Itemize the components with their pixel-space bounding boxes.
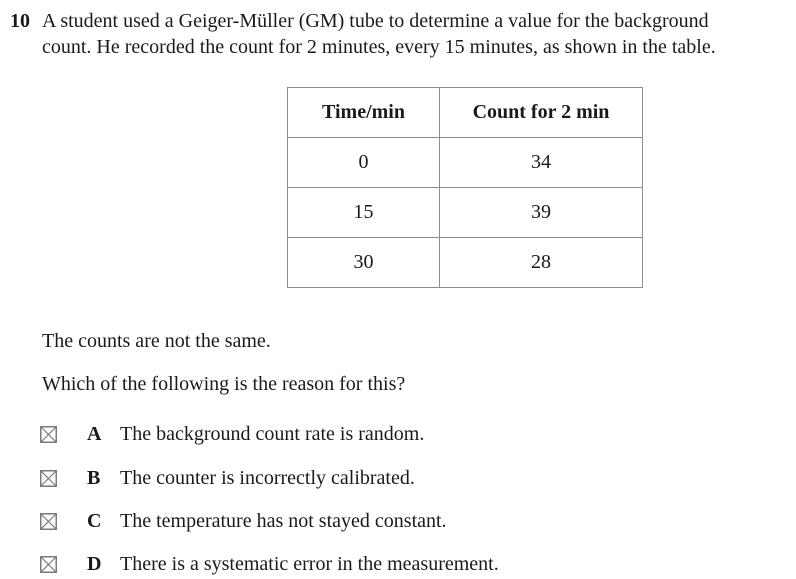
option-letter: C: [87, 509, 102, 532]
table-header-time: Time/min: [288, 88, 440, 138]
table-row: [288, 188, 643, 238]
option-c[interactable]: [40, 508, 447, 534]
option-text: The temperature has not stayed constant.: [120, 509, 447, 532]
data-table: [287, 87, 643, 288]
option-d[interactable]: [40, 551, 499, 577]
table-header-row: [288, 88, 643, 138]
table-cell-count: 39: [440, 188, 643, 238]
table-row: [288, 138, 643, 188]
table-cell-time: 15: [288, 188, 440, 238]
statement-text: The counts are not the same.: [42, 330, 271, 352]
table-cell-time: 30: [288, 238, 440, 288]
option-text: The counter is incorrectly calibrated.: [120, 466, 415, 489]
prompt-text: Which of the following is the reason for this?: [42, 373, 406, 395]
table-row: [288, 238, 643, 288]
checkbox-icon[interactable]: [40, 556, 57, 573]
option-letter: A: [87, 422, 102, 445]
question-number: 10: [10, 10, 30, 32]
table-cell-count: 34: [440, 138, 643, 188]
option-letter: D: [87, 552, 102, 575]
checkbox-icon[interactable]: [40, 426, 57, 443]
option-text: There is a systematic error in the measurement.: [120, 552, 499, 575]
option-text: The background count rate is random.: [120, 422, 425, 445]
option-b[interactable]: [40, 465, 415, 491]
checkbox-icon[interactable]: [40, 513, 57, 530]
question-text-line-1: A student used a Geiger-Müller (GM) tube to determine a value for the background: [42, 10, 709, 32]
table-cell-time: 0: [288, 138, 440, 188]
table-header-count: Count for 2 min: [440, 88, 643, 138]
question-text-line-2: count. He recorded the count for 2 minutes, every 15 minutes, as shown in the table.: [42, 36, 716, 58]
table-cell-count: 28: [440, 238, 643, 288]
option-letter: B: [87, 466, 101, 489]
checkbox-icon[interactable]: [40, 470, 57, 487]
option-a[interactable]: [40, 421, 424, 447]
